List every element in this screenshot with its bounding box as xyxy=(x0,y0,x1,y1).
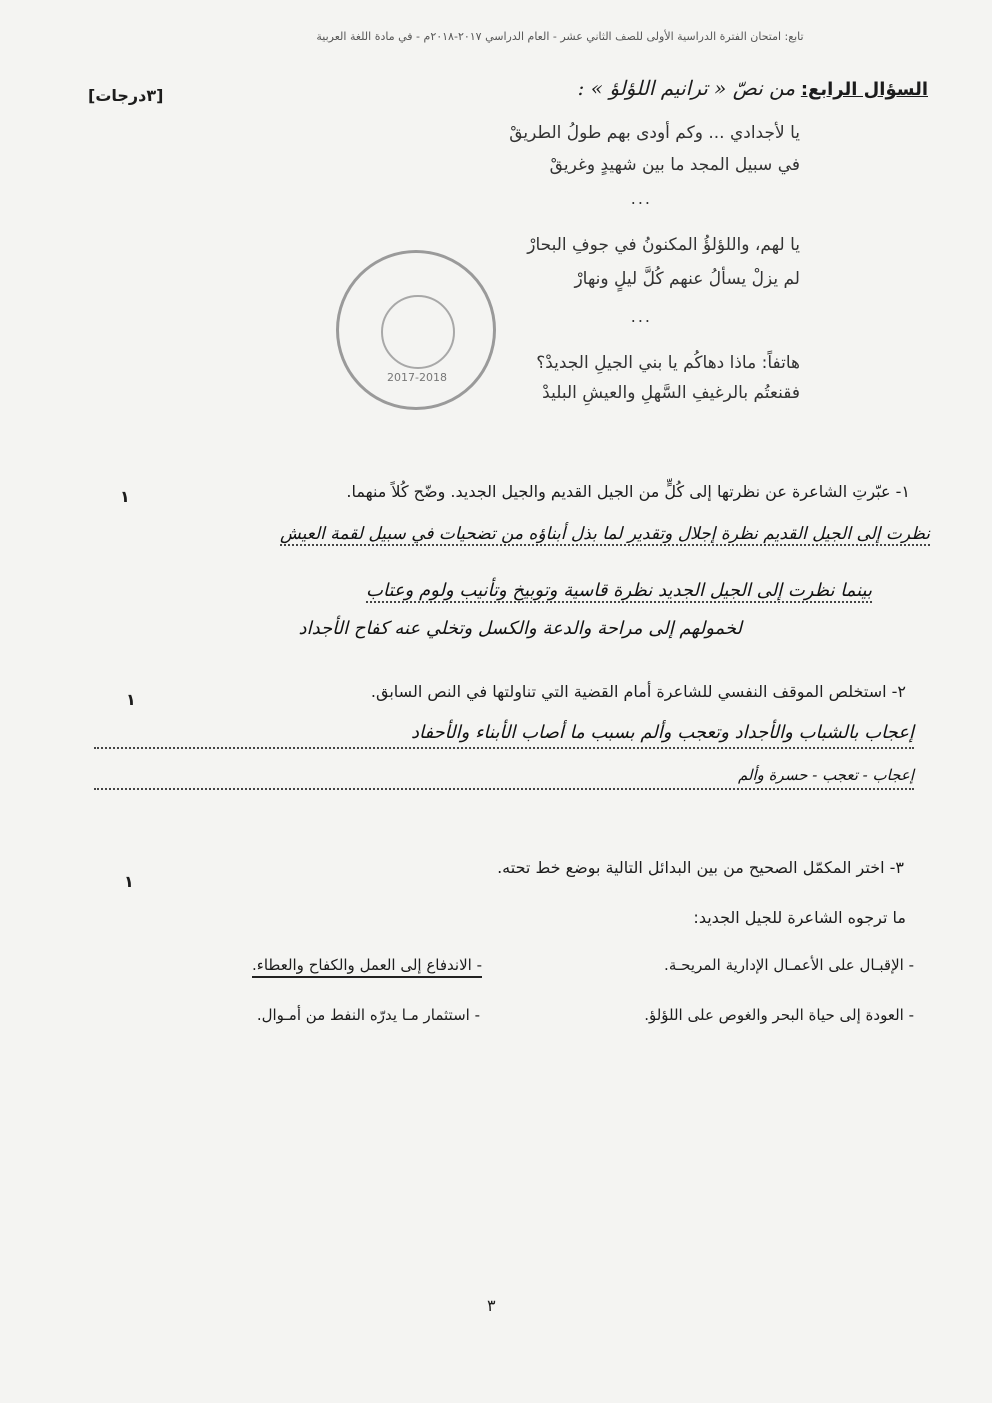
item-1-answer-line: بينما نظرت إلى الجيل الجديد نظرة قاسية وتوبيخ وتأنيب ولوم وعتاب xyxy=(366,580,872,601)
poem-ellipsis: ... xyxy=(630,307,652,326)
item-1-question: ١- عبّرتِ الشاعرة عن نظرتها إلى كُلٍّ من الجيل القديم والجيل الجديد. وضّح كُلاً منهما. xyxy=(346,482,910,501)
official-stamp xyxy=(336,250,496,410)
page-header: تابع: امتحان الفترة الدراسية الأولى للصف الثاني عشر - العام الدراسي ٢٠١٧-٢٠١٨م - في مادة اللغة العربية xyxy=(316,30,804,43)
item-2-answer-line: إعجاب بالشباب والأجداد وتعجب وألم بسبب ما أصاب الأبناء والأحفاد xyxy=(94,722,914,749)
question-label: السؤال الرابع: xyxy=(800,79,928,100)
item-3-question: ٣- اختر المكمّل الصحيح من بين البدائل التالية بوضع خط تحته. xyxy=(497,858,904,877)
grades-label: [٣درجات] xyxy=(88,86,164,105)
item-2-question: ٢- استخلص الموقف النفسي للشاعرة أمام القضية التي تناولتها في النص السابق. xyxy=(370,682,906,701)
poem-line: فقنعتُم بالرغيفِ السَّهلِ والعيشِ البليدْ xyxy=(542,383,800,403)
choice-b-underlined: - الاندفاع إلى العمل والكفاح والعطاء. xyxy=(252,956,482,978)
item-1-answer-line: لخمولهم إلى مراحة والدعة والكسل وتخلي عنه كفاح الأجداد xyxy=(298,618,742,639)
choice-c: - العودة إلى حياة البحر والغوص على اللؤلؤ. xyxy=(644,1006,914,1024)
item-1-mark: ١ xyxy=(120,487,130,506)
item-2-mark: ١ xyxy=(126,690,136,709)
poem-line: لم يزلْ يسألُ عنهم كُلَّ ليلٍ ونهارْ xyxy=(574,269,800,289)
handwritten-title: من نصّ « ترانيم اللؤلؤ » : xyxy=(577,76,796,100)
item-2-answer-line: إعجاب - تعجب - حسرة وألم xyxy=(94,766,914,790)
poem-line: يا لأجدادي ... وكم أودى بهم طولُ الطريقْ xyxy=(509,123,800,143)
stamp-emblem-icon xyxy=(381,295,455,369)
poem-line: هاتفاً: ماذا دهاكُم يا بني الجيلِ الجديدْ؟ xyxy=(536,353,800,373)
item-3-mark: ١ xyxy=(124,872,134,891)
choice-d: - استثمار مـا يدرّه النفط من أمـوال. xyxy=(256,1006,480,1024)
choice-a: - الإقبـال على الأعمـال الإدارية المريحـة. xyxy=(664,956,914,974)
item-1-answer-line: نظرت إلى الجيل القديم نظرة إجلال وتقدير لما بذل أبناؤه من تضحيات في سبيل لقمة العيش xyxy=(280,524,930,544)
question-title xyxy=(578,76,928,100)
stamp-year: 2017-2018 xyxy=(387,371,447,384)
poem-ellipsis: ... xyxy=(630,189,652,208)
page-number: ٣ xyxy=(487,1296,496,1315)
poem-line: في سبيل المجد ما بين شهيدٍ وغريقْ xyxy=(549,155,800,175)
poem-line: يا لهم، واللؤلؤُ المكنونُ في جوفِ البحارْ xyxy=(527,235,800,255)
item-3-prompt: ما ترجوه الشاعرة للجيل الجديد: xyxy=(693,908,906,927)
